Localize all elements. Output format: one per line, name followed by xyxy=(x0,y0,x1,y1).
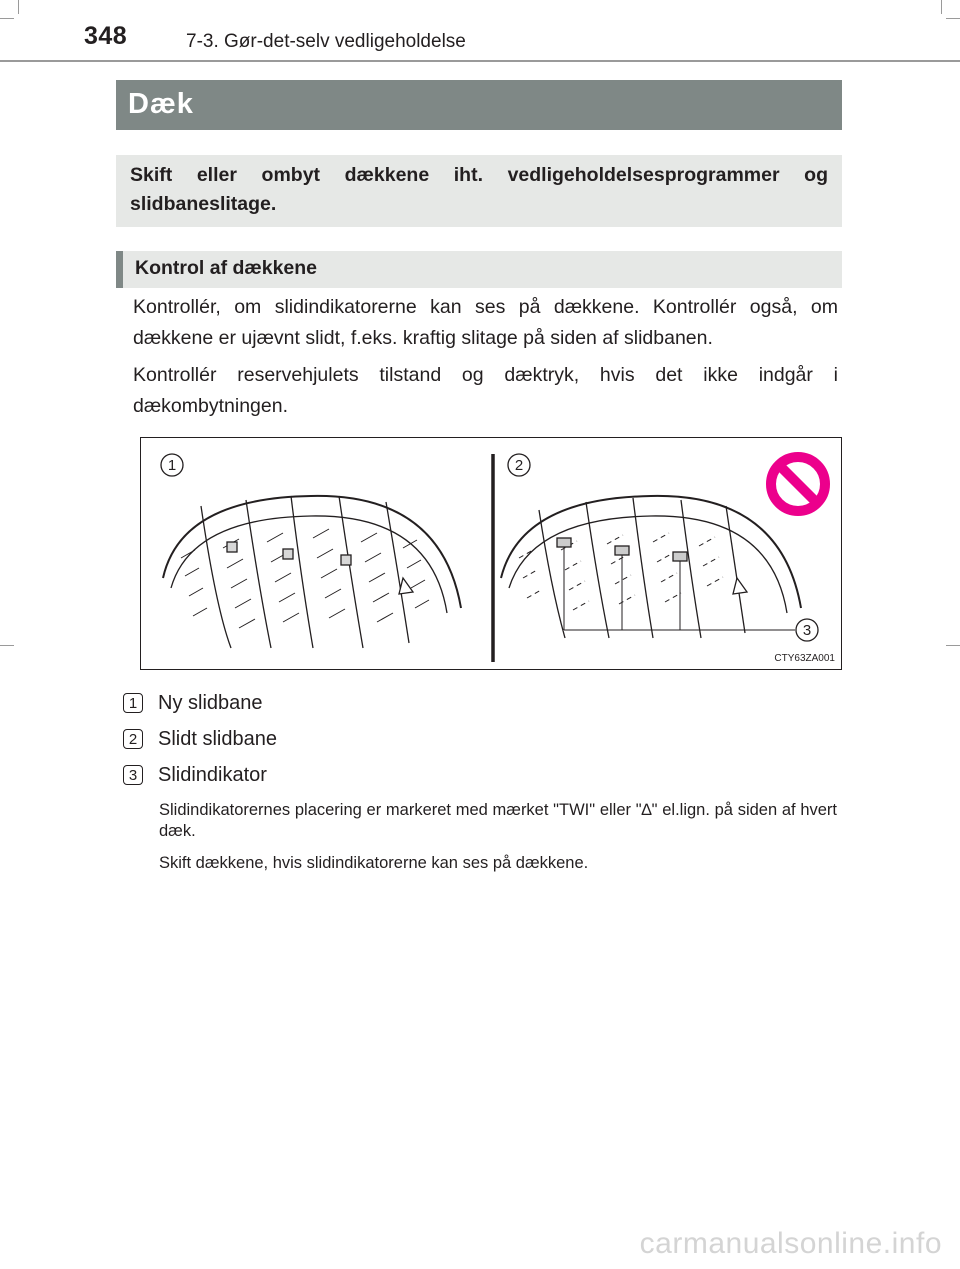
header-divider xyxy=(0,60,960,62)
prohibition-icon xyxy=(771,457,825,511)
svg-text:2: 2 xyxy=(514,457,524,474)
callout-2 xyxy=(508,454,530,476)
note-twi-marking: Slidindikatorernes placering er markeret med mærket "TWI" eller "∆" el.lign. på siden af hvert dæk. xyxy=(159,801,837,840)
tire-tread-diagram xyxy=(141,438,841,669)
svg-text:1: 1 xyxy=(167,457,177,474)
title-bar xyxy=(116,80,842,130)
legend-item xyxy=(123,726,277,752)
crop-mark xyxy=(0,18,14,19)
page-number: 348 xyxy=(84,22,128,50)
paragraph-spare-wheel: Kontrollér reservehjulets tilstand og dæktryk, hvis det ikke indgår i dækombytningen. xyxy=(133,364,838,417)
crop-mark xyxy=(946,18,960,19)
crop-mark xyxy=(0,645,14,646)
svg-text:3: 3 xyxy=(802,622,812,639)
paragraph-tire-check: Kontrollér, om slidindikatorerne kan ses på dækkene. Kontrollér også, om dækkene er ujævnt slidt, f.eks. kraftig slitage på siden af slidbanen. xyxy=(133,296,838,349)
section-reference: 7-3. Gør-det-selv vedligeholdelse xyxy=(186,31,466,52)
legend-number: 2 xyxy=(123,729,143,749)
note-replace-tires: Skift dækkene, hvis slidindikatorerne kan ses på dækkene. xyxy=(159,854,589,872)
callout-1 xyxy=(161,454,183,476)
page-title: Dæk xyxy=(128,88,194,120)
watermark: carmanualsonline.info xyxy=(639,1227,942,1260)
intro-text: Skift eller ombyt dækkene iht. vedligeholdelsesprogrammer og slidbaneslitage. xyxy=(130,164,828,215)
figure-code: CTY63ZA001 xyxy=(774,653,835,664)
crop-mark xyxy=(18,0,19,14)
subsection-title: Kontrol af dækkene xyxy=(135,257,318,279)
legend-item xyxy=(123,690,263,716)
legend-label: Ny slidbane xyxy=(158,691,263,714)
legend-label: Slidindikator xyxy=(158,763,267,786)
callout-3 xyxy=(796,619,818,641)
crop-mark xyxy=(946,645,960,646)
intro-box xyxy=(116,155,842,227)
legend-number: 1 xyxy=(123,693,143,713)
legend-label: Slidt slidbane xyxy=(158,727,277,750)
subsection-header xyxy=(116,251,842,288)
tire-illustration xyxy=(140,437,842,670)
legend-number: 3 xyxy=(123,765,143,785)
legend-item xyxy=(123,762,267,788)
crop-mark xyxy=(941,0,942,14)
